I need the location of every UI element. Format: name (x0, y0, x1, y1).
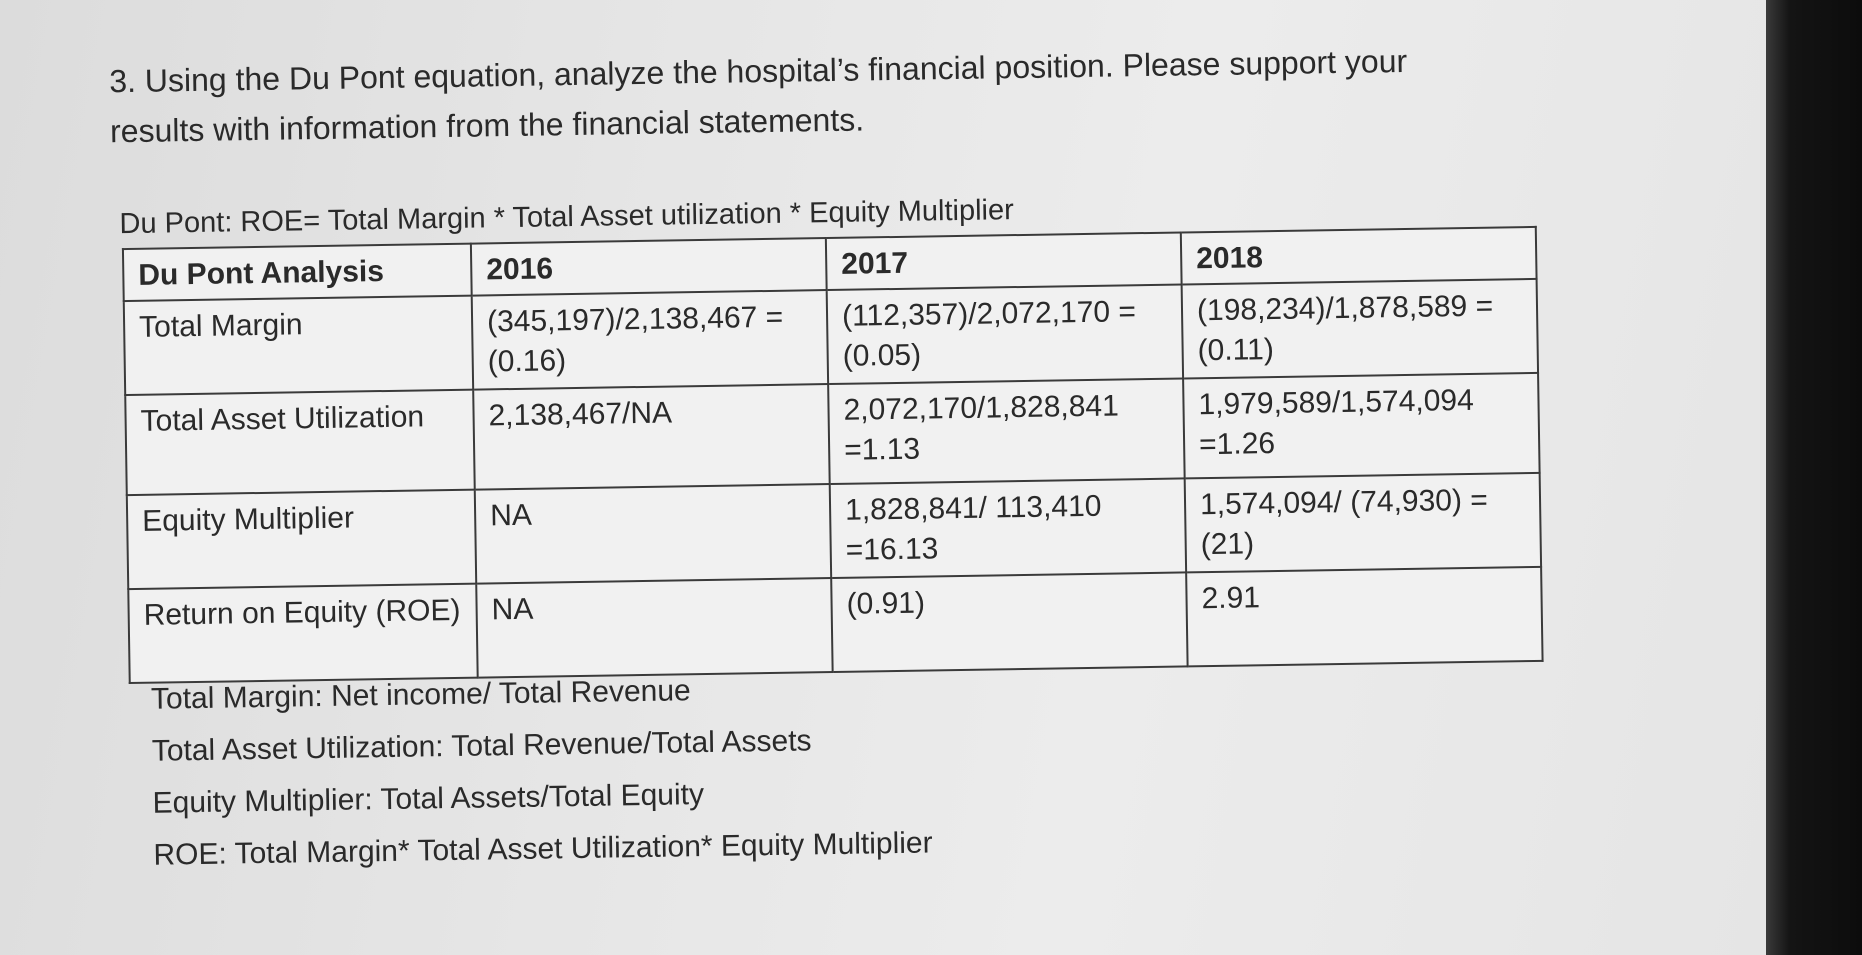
question-text: 3. Using the Du Pont equation, analyze the hospital’s financial position. Please support your results with information from the financial statements. (109, 42, 1408, 150)
dupont-table (122, 226, 1544, 684)
cell-total-margin-2018: (198,234)/1,878,589 = (0.11) (1182, 279, 1538, 379)
header-2018: 2018 (1181, 227, 1537, 285)
cell-equity-multiplier-2016: NA (475, 484, 831, 584)
definition-total-margin: Total Margin: Net income/ Total Revenue (150, 674, 691, 716)
cell-asset-utilization-2017: 2,072,170/1,828,841 =1.13 (828, 378, 1185, 484)
row-label-total-margin: Total Margin (124, 296, 473, 395)
cell-total-margin-2017: (112,357)/2,072,170 = (0.05) (827, 284, 1183, 384)
cell-equity-multiplier-2018: 1,574,094/ (74,930) = (21) (1185, 473, 1541, 573)
cell-asset-utilization-2018: 1,979,589/1,574,094 =1.26 (1183, 373, 1540, 479)
cell-equity-multiplier-2017: 1,828,841/ 113,410 =16.13 (830, 478, 1186, 578)
cell-asset-utilization-2016: 2,138,467/NA (473, 384, 830, 490)
cell-total-margin-2016: (345,197)/2,138,467 = (0.16) (472, 290, 828, 390)
cell-roe-2017: (0.91) (831, 572, 1187, 672)
row-label-total-asset-utilization: Total Asset Utilization (125, 390, 475, 495)
dupont-formula: Du Pont: ROE= Total Margin * Total Asset utilization * Equity Multiplier (119, 194, 1015, 241)
header-analysis: Du Pont Analysis (123, 244, 472, 301)
row-label-roe: Return on Equity (ROE) (128, 584, 477, 683)
header-2016: 2016 (471, 238, 827, 296)
header-2017: 2017 (826, 232, 1182, 290)
definition-total-asset-utilization: Total Asset Utilization: Total Revenue/Total Assets (151, 724, 812, 768)
definition-equity-multiplier: Equity Multiplier: Total Assets/Total Equity (152, 778, 705, 820)
cell-roe-2016: NA (476, 578, 832, 678)
row-label-equity-multiplier: Equity Multiplier (127, 490, 476, 589)
cell-roe-2018: 2.91 (1186, 567, 1542, 667)
definitions-list (151, 665, 933, 885)
monitor-bezel (1766, 0, 1862, 955)
definition-roe: ROE: Total Margin* Total Asset Utilization* Equity Multiplier (153, 826, 933, 872)
